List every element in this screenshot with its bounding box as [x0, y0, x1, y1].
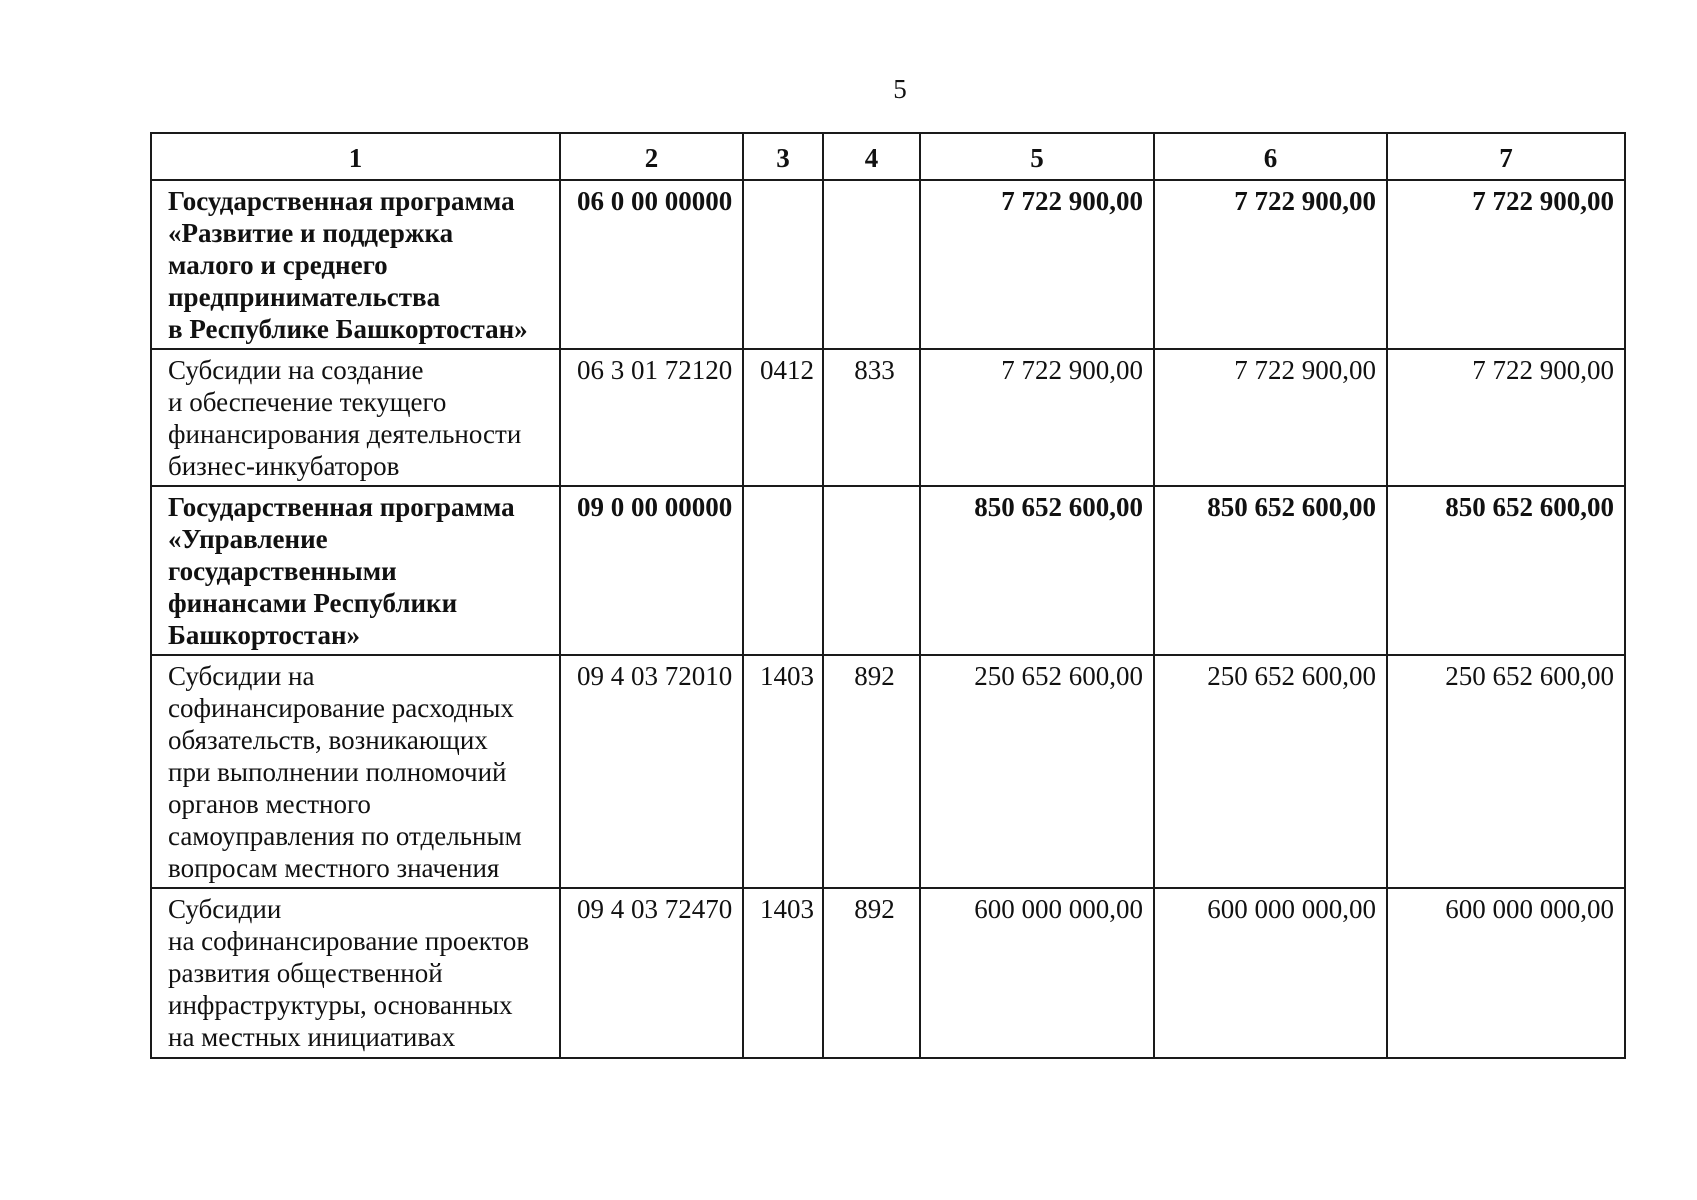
row-amount-col7: 600 000 000,00 [1387, 888, 1625, 1058]
row-name-cell [151, 349, 560, 486]
row-amount-col5: 7 722 900,00 [920, 180, 1154, 349]
row-section-cell: 1403 [743, 655, 823, 888]
row-section-cell: 1403 [743, 888, 823, 1058]
row-amount-col5: 250 652 600,00 [920, 655, 1154, 888]
row-name-line: софинансирование расходных [168, 693, 514, 723]
row-amount-col6: 600 000 000,00 [1154, 888, 1387, 1058]
row-name-line: бизнес-инкубаторов [168, 451, 400, 481]
row-section-cell: 0412 [743, 349, 823, 486]
row-name-line: «Управление [168, 524, 328, 554]
row-name-cell [151, 888, 560, 1058]
row-amount-col5: 600 000 000,00 [920, 888, 1154, 1058]
table-row [151, 180, 1625, 349]
row-section-cell [743, 180, 823, 349]
row-vr-cell: 892 [823, 888, 920, 1058]
row-name-line: органов местного [168, 789, 371, 819]
row-name-line: «Развитие и поддержка [168, 218, 454, 248]
row-name-line: при выполнении полномочий [168, 757, 507, 787]
row-code-cell: 09 0 00 00000 [560, 486, 743, 655]
row-vr-cell: 833 [823, 349, 920, 486]
row-name-line: финансами Республики [168, 588, 458, 618]
row-name-line: и обеспечение текущего [168, 387, 447, 417]
header-col-5: 5 [920, 133, 1154, 180]
row-vr-cell [823, 180, 920, 349]
row-name-line: на местных инициативах [168, 1022, 456, 1052]
header-col-4: 4 [823, 133, 920, 180]
table-row [151, 486, 1625, 655]
header-col-1: 1 [151, 133, 560, 180]
row-name-cell [151, 486, 560, 655]
row-amount-col7: 250 652 600,00 [1387, 655, 1625, 888]
budget-table [150, 132, 1626, 1059]
row-name-line: финансирования деятельности [168, 419, 522, 449]
page-number: 5 [893, 74, 907, 104]
row-section-cell [743, 486, 823, 655]
row-amount-col7: 7 722 900,00 [1387, 180, 1625, 349]
row-name-line: Субсидии на создание [168, 355, 424, 385]
row-name-line: Государственная программа [168, 186, 515, 216]
row-name-line: самоуправления по отдельным [168, 821, 522, 851]
row-amount-col6: 7 722 900,00 [1154, 349, 1387, 486]
row-amount-col6: 7 722 900,00 [1154, 180, 1387, 349]
row-name-line: обязательств, возникающих [168, 725, 488, 755]
row-name-line: Государственная программа [168, 492, 515, 522]
row-vr-cell [823, 486, 920, 655]
row-name-line: малого и среднего [168, 250, 388, 280]
row-name-cell [151, 180, 560, 349]
header-col-7: 7 [1387, 133, 1625, 180]
row-name-line: Башкортостан» [168, 620, 361, 650]
row-name-line: инфраструктуры, основанных [168, 990, 513, 1020]
row-name-line: предпринимательства [168, 282, 441, 312]
row-amount-col7: 7 722 900,00 [1387, 349, 1625, 486]
table-row [151, 349, 1625, 486]
row-name-line: на софинансирование проектов [168, 926, 530, 956]
row-name-line: развития общественной [168, 958, 443, 988]
row-code-cell: 09 4 03 72470 [560, 888, 743, 1058]
row-name-line: вопросам местного значения [168, 853, 500, 883]
row-name-cell [151, 655, 560, 888]
row-amount-col7: 850 652 600,00 [1387, 486, 1625, 655]
row-amount-col6: 850 652 600,00 [1154, 486, 1387, 655]
row-amount-col5: 7 722 900,00 [920, 349, 1154, 486]
row-code-cell: 09 4 03 72010 [560, 655, 743, 888]
table-row [151, 655, 1625, 888]
row-code-cell: 06 0 00 00000 [560, 180, 743, 349]
row-code-cell: 06 3 01 72120 [560, 349, 743, 486]
row-name-line: в Республике Башкортостан» [168, 314, 528, 344]
header-col-3: 3 [743, 133, 823, 180]
table-row [151, 888, 1625, 1058]
row-name-line: Субсидии на [168, 661, 315, 691]
row-name-line: Субсидии [168, 894, 282, 924]
row-amount-col5: 850 652 600,00 [920, 486, 1154, 655]
header-col-2: 2 [560, 133, 743, 180]
row-name-line: государственными [168, 556, 397, 586]
header-col-6: 6 [1154, 133, 1387, 180]
table-body [151, 180, 1625, 1058]
row-amount-col6: 250 652 600,00 [1154, 655, 1387, 888]
row-vr-cell: 892 [823, 655, 920, 888]
table-header-row [151, 133, 1625, 180]
